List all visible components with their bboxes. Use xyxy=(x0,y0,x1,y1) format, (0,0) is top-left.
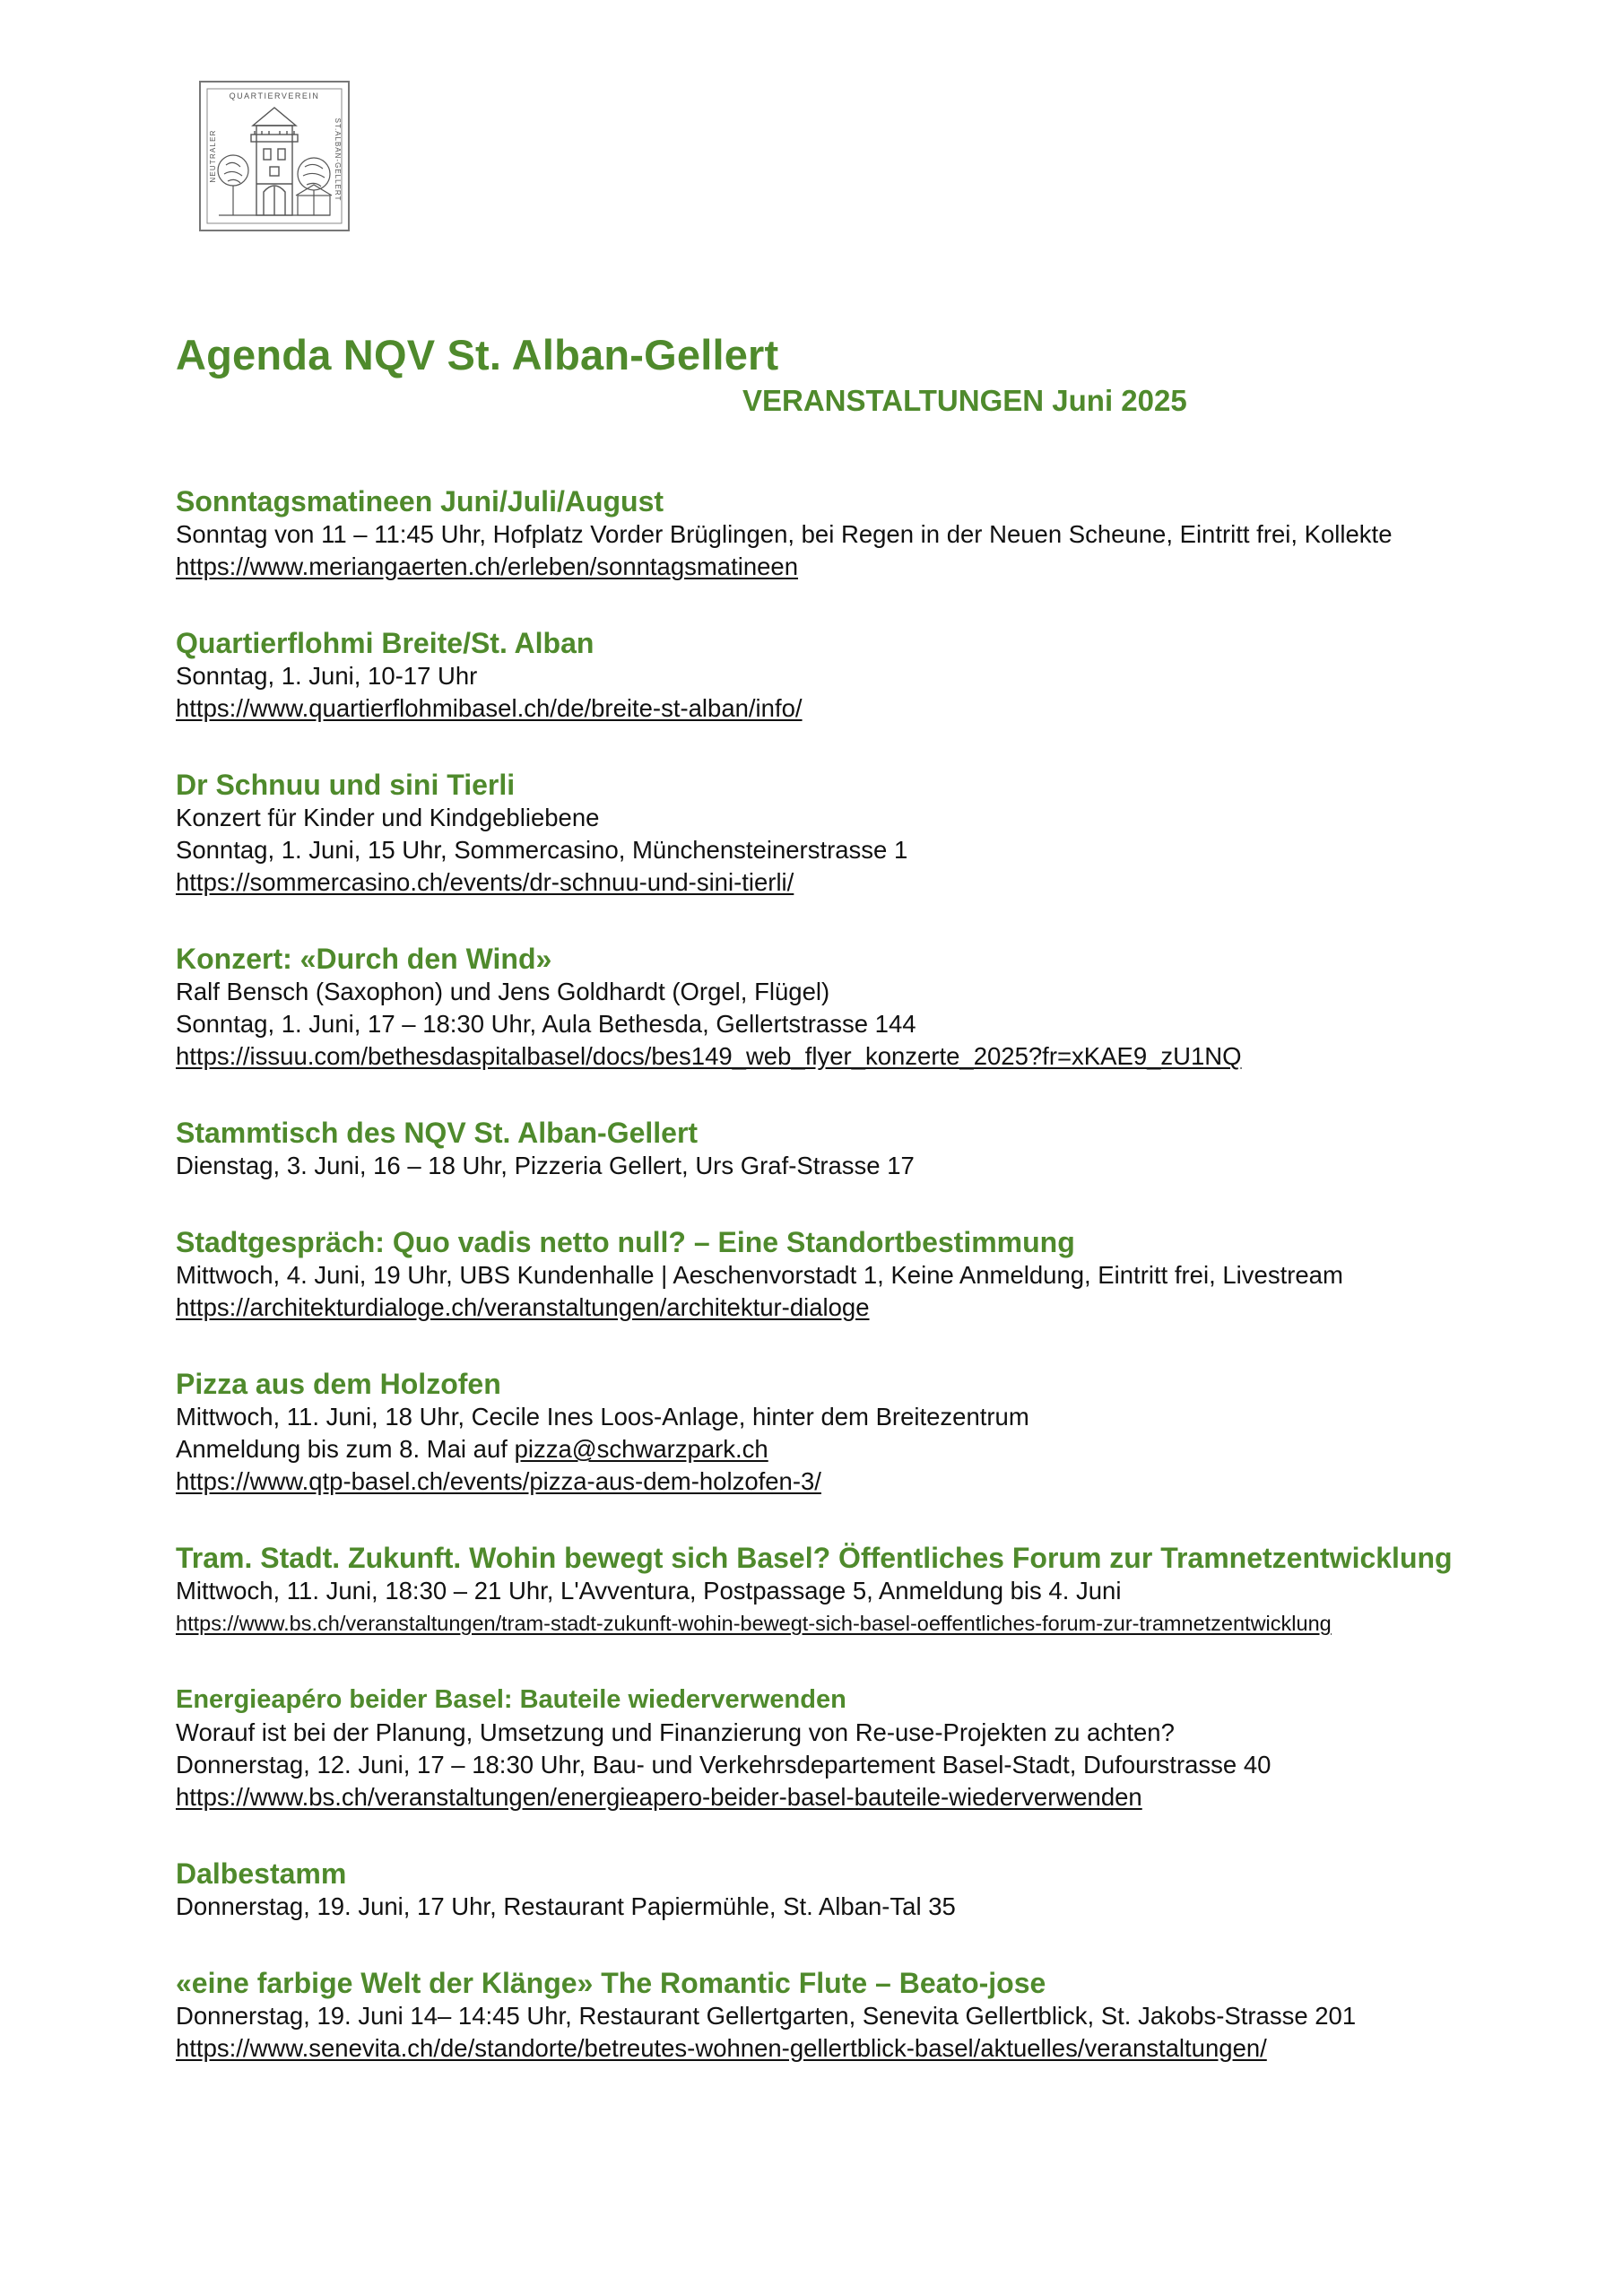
event-link[interactable]: https://www.bs.ch/veranstaltungen/tram-stadt-zukunft-wohin-bewegt-sich-basel-oeffentliches-forum-zur-tramnetzentwicklung xyxy=(176,1612,1332,1635)
event-details: Mittwoch, 4. Juni, 19 Uhr, UBS Kundenhalle | Aeschenvorstadt 1, Keine Anmeldung, Eintritt frei, Livestream xyxy=(176,1261,1343,1289)
event-title: Stadtgespräch: Quo vadis netto null? – Eine Standortbestimmung xyxy=(176,1226,1075,1258)
event-details: Mittwoch, 11. Juni, 18 Uhr, Cecile Ines Loos-Anlage, hinter dem Breitezentrum xyxy=(176,1403,1029,1431)
event-title: Dr Schnuu und sini Tierli xyxy=(176,769,516,801)
signup-prefix: Anmeldung bis zum 8. Mai auf xyxy=(176,1435,515,1463)
event-details: Donnerstag, 19. Juni 14– 14:45 Uhr, Restaurant Gellertgarten, Senevita Gellertblick, St. Jakobs-Strasse 201 xyxy=(176,2002,1357,2030)
logo-left-text: NEUTRALER xyxy=(209,129,217,183)
logo-right-text: ST.ALBAN-GELLERT xyxy=(334,117,342,202)
event-title: Tram. Stadt. Zukunft. Wohin bewegt sich Basel? Öffentliches Forum zur Tramnetzentwicklung xyxy=(176,1542,1453,1574)
email-link[interactable]: pizza@schwarzpark.ch xyxy=(514,1435,768,1463)
event-item xyxy=(176,1683,1575,1813)
event-title: Dalbestamm xyxy=(176,1857,347,1890)
event-title: Sonntagsmatineen Juni/Juli/August xyxy=(176,485,664,517)
page-title: Agenda NQV St. Alban-Gellert xyxy=(176,331,779,378)
association-logo xyxy=(199,81,350,231)
event-title: Pizza aus dem Holzofen xyxy=(176,1368,501,1400)
event-title: Stammtisch des NQV St. Alban-Gellert xyxy=(176,1117,699,1149)
event-item xyxy=(176,1367,1575,1498)
event-details: Konzert für Kinder und Kindgebliebene xyxy=(176,804,600,831)
event-title: Konzert: «Durch den Wind» xyxy=(176,943,552,975)
event-list xyxy=(176,484,1575,2108)
event-details: Ralf Bensch (Saxophon) und Jens Goldhardt (Orgel, Flügel) xyxy=(176,978,830,1005)
event-link[interactable]: https://sommercasino.ch/events/dr-schnuu-und-sini-tierli/ xyxy=(176,868,794,896)
event-details: Dienstag, 3. Juni, 16 – 18 Uhr, Pizzeria Gellert, Urs Graf-Strasse 17 xyxy=(176,1152,915,1179)
tower-gate-with-trees-icon xyxy=(199,81,350,231)
event-details: Sonntag, 1. Juni, 10-17 Uhr xyxy=(176,662,478,690)
event-item xyxy=(176,1857,1575,1923)
event-item xyxy=(176,942,1575,1073)
event-title: Energieapéro beider Basel: Bauteile wiederverwenden xyxy=(176,1685,846,1714)
event-details: Sonntag, 1. Juni, 15 Uhr, Sommercasino, Münchensteinerstrasse 1 xyxy=(176,836,908,864)
event-title: «eine farbige Welt der Klänge» The Romantic Flute – Beato-jose xyxy=(176,1967,1046,1999)
event-details: Sonntag, 1. Juni, 17 – 18:30 Uhr, Aula Bethesda, Gellertstrasse 144 xyxy=(176,1010,916,1038)
event-details: Mittwoch, 11. Juni, 18:30 – 21 Uhr, L'Avventura, Postpassage 5, Anmeldung bis 4. Juni xyxy=(176,1577,1122,1605)
event-link[interactable]: https://issuu.com/bethesdaspitalbasel/docs/bes149_web_flyer_konzerte_2025?fr=xKAE9_zU1NQ xyxy=(176,1042,1242,1070)
event-details: Sonntag von 11 – 11:45 Uhr, Hofplatz Vorder Brüglingen, bei Regen in der Neuen Scheune, Eintritt frei, Kollekte xyxy=(176,520,1393,548)
event-item xyxy=(176,768,1575,899)
event-link[interactable]: https://architekturdialoge.ch/veranstaltungen/architektur-dialoge xyxy=(176,1293,870,1321)
event-link[interactable]: https://www.quartierflohmibasel.ch/de/breite-st-alban/info/ xyxy=(176,694,803,722)
event-link[interactable]: https://www.meriangaerten.ch/erleben/sonntagsmatineen xyxy=(176,552,799,580)
event-signup-line xyxy=(176,1433,1575,1465)
event-item xyxy=(176,1116,1575,1182)
event-item xyxy=(176,626,1575,725)
event-details: Donnerstag, 19. Juni, 17 Uhr, Restaurant Papiermühle, St. Alban-Tal 35 xyxy=(176,1892,956,1920)
event-link[interactable]: https://www.senevita.ch/de/standorte/betreutes-wohnen-gellertblick-basel/aktuelles/veranstaltungen/ xyxy=(176,2034,1267,2062)
page-subtitle: VERANSTALTUNGEN Juni 2025 xyxy=(742,384,1187,417)
event-link[interactable]: https://www.qtp-basel.ch/events/pizza-aus-dem-holzofen-3/ xyxy=(176,1467,821,1495)
event-item xyxy=(176,1225,1575,1324)
event-title: Quartierflohmi Breite/St. Alban xyxy=(176,627,595,659)
event-item xyxy=(176,1966,1575,2065)
event-details: Donnerstag, 12. Juni, 17 – 18:30 Uhr, Bau- und Verkehrsdepartement Basel-Stadt, Dufourstrasse 40 xyxy=(176,1751,1271,1779)
event-item xyxy=(176,1541,1575,1639)
event-item xyxy=(176,484,1575,583)
logo-top-text: QUARTIERVEREIN xyxy=(229,91,320,100)
event-details: Worauf ist bei der Planung, Umsetzung und Finanzierung von Re-use-Projekten zu achten? xyxy=(176,1718,1175,1746)
event-link[interactable]: https://www.bs.ch/veranstaltungen/energieapero-beider-basel-bauteile-wiederverwenden xyxy=(176,1783,1142,1811)
